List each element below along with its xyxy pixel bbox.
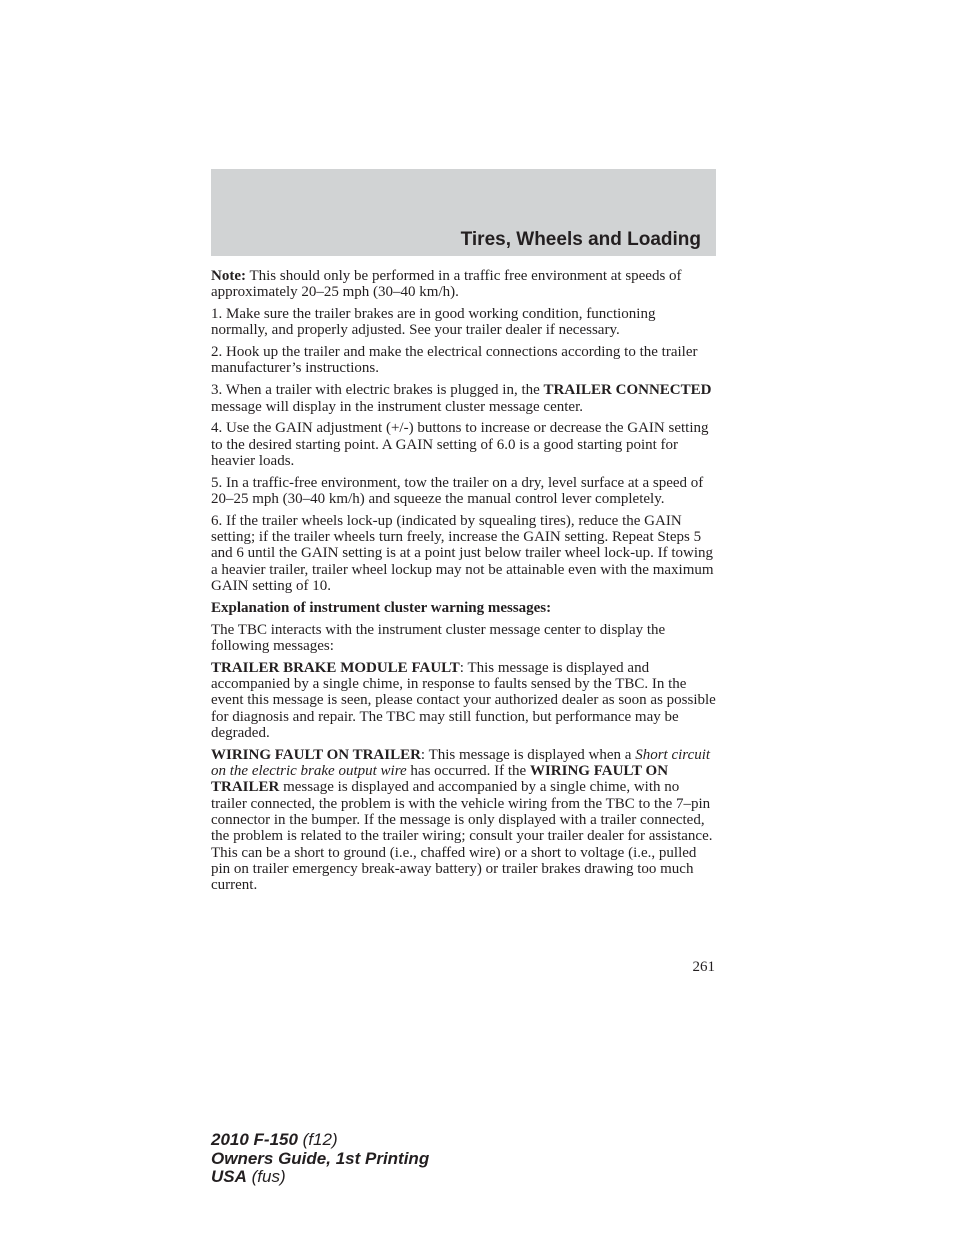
explanation-intro: The TBC interacts with the instrument cluster message center to display the following messages:: [211, 621, 666, 654]
short-circuit-message: Short circuit on the electric brake output wire: [211, 746, 711, 780]
step-2: 2. Hook up the trailer and make the electrical connections according to the trailer manufacturer’s instructions.: [211, 344, 698, 377]
wiring-fault-text-3: message is displayed and accompanied by a single chime, with no trailer connected, the problem is with the vehicle wiring from the TBC to the 7–pin connector in the bumper. If the message is only displayed with a trailer connected, the problem is related to the trailer wiring; consult your trailer dealer for assistance. This can be a short to ground (i.e., chaffed wire) or a short to voltage (i.e., pulled pin on trailer emergency break-away battery) or trailer brakes drawing too much current.: [211, 779, 713, 894]
page-number: 261: [692, 959, 715, 975]
module-fault-text: : This message is displayed and accompanied by a single chime, in response to faults sensed by the TBC. In the event this message is seen, please contact your authorized dealer as soon as possible for diagnosis and repair. The TBC may still function, but performance may be degraded.: [211, 659, 716, 741]
step-3: [211, 382, 716, 415]
footer-model: 2010 F-150: [211, 1130, 298, 1149]
module-fault-label: TRAILER BRAKE MODULE FAULT: [211, 659, 460, 676]
footer-guide: Owners Guide, 1st Printing: [211, 1148, 430, 1168]
step-6: 6. If the trailer wheels lock-up (indicated by squealing tires), reduce the GAIN setting; if the trailer wheels turn freely, increase the GAIN setting. Repeat Steps 5 and 6 until the GAIN setting is at a point just below trailer wheel lock-up. If towing a heavier trailer, trailer wheel lockup may not be attainable even with the maximum GAIN setting of 10.: [211, 512, 714, 595]
explanation-heading-text: Explanation of instrument cluster warning messages:: [211, 599, 552, 616]
wiring-fault-text-2: has occurred. If the: [406, 763, 530, 780]
section-header-band: [211, 169, 716, 256]
wiring-fault-label-2: WIRING FAULT ON TRAILER: [211, 763, 669, 796]
wiring-fault-text: : This message is displayed when a: [420, 746, 636, 763]
module-fault-paragraph: [211, 660, 716, 741]
wiring-fault-paragraph: [211, 747, 716, 894]
footer-line-guide: [211, 1150, 429, 1169]
footer-line-model: [211, 1131, 429, 1150]
explanation-heading: [211, 600, 716, 616]
step-4: 4. Use the GAIN adjustment (+/-) buttons to increase or decrease the GAIN setting to the desired starting point. A GAIN setting of 6.0 is a good starting point for heavier loads.: [211, 420, 709, 469]
wiring-fault-label: WIRING FAULT ON TRAILER: [211, 746, 421, 763]
step-3-text: 3. When a trailer with electric brakes is plugged in, the: [211, 382, 544, 399]
section-title: Tires, Wheels and Loading: [460, 229, 701, 250]
footer-model-code: (f12): [297, 1130, 338, 1149]
step-5: 5. In a traffic-free environment, tow the trailer on a dry, level surface at a speed of 20–25 mph (30–40 km/h) and squeeze the manual control lever completely.: [211, 474, 704, 508]
footer-region-code: (fus): [246, 1167, 286, 1186]
footer-region: USA: [211, 1167, 247, 1186]
step-1: 1. Make sure the trailer brakes are in good working condition, functioning normally, and properly adjusted. See your trailer dealer if necessary.: [211, 306, 656, 339]
step-3-text-end: message will display in the instrument cluster message center.: [211, 398, 583, 415]
trailer-connected-label: TRAILER CONNECTED: [543, 382, 712, 399]
page-content: [211, 268, 716, 899]
footer-line-region: [211, 1168, 429, 1187]
note-text: This should only be performed in a traffic free environment at speeds of approximately 20–25 mph (30–40 km/h).: [211, 268, 682, 301]
note-paragraph: [211, 268, 716, 301]
document-footer: [211, 1131, 429, 1187]
note-label: Note:: [211, 268, 246, 284]
